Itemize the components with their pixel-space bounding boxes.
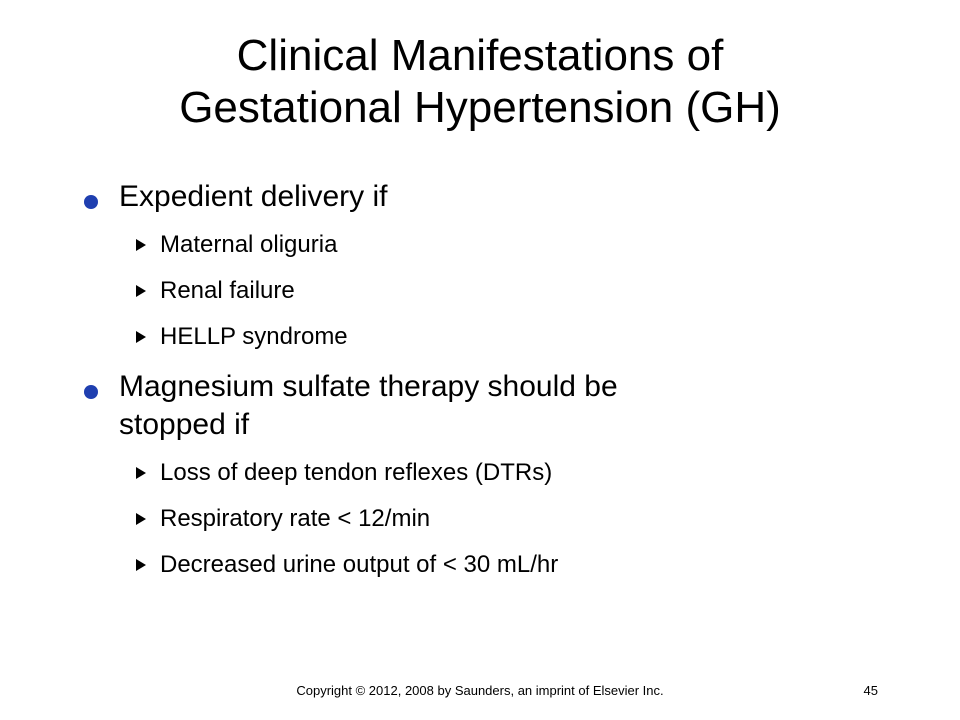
sub-item-text: Respiratory rate < 12/min (160, 505, 431, 532)
sub-item-text: Renal failure (160, 277, 295, 304)
bullet-magnesium-sulfate (82, 368, 902, 444)
sub-item (136, 458, 902, 488)
sub-list-magnesium-sulfate (82, 458, 902, 580)
slide-title (0, 30, 960, 134)
bullet-dot-icon (84, 195, 98, 209)
sub-item-text: HELLP syndrome (160, 323, 348, 350)
sub-item (136, 322, 902, 352)
arrow-bullet-icon (136, 559, 146, 571)
bullet-expedient-delivery (82, 178, 902, 216)
bullet-dot-icon (84, 385, 98, 399)
sub-item-text: Decreased urine output of < 30 mL/hr (160, 551, 559, 578)
sub-item-text: Maternal oliguria (160, 231, 338, 258)
bullet-heading: Expedient delivery if (119, 180, 388, 213)
sub-item (136, 504, 902, 534)
page-number: 45 (863, 683, 878, 698)
sub-item (136, 550, 902, 580)
sub-item (136, 276, 902, 306)
slide-title-line-2: Gestational Hypertension (GH) (179, 83, 781, 132)
copyright-footer: Copyright © 2012, 2008 by Saunders, an imprint of Elsevier Inc. (296, 683, 664, 698)
slide-title-line-1: Clinical Manifestations of (236, 31, 724, 80)
arrow-bullet-icon (136, 239, 146, 251)
arrow-bullet-icon (136, 285, 146, 297)
sub-item (136, 230, 902, 260)
slide-content (82, 178, 902, 596)
sub-item-text: Loss of deep tendon reflexes (DTRs) (160, 459, 553, 486)
bullet-heading-line-1: Magnesium sulfate therapy should be (119, 370, 618, 403)
arrow-bullet-icon (136, 513, 146, 525)
bullet-heading-line-2: stopped if (119, 408, 250, 441)
sub-list-expedient-delivery (82, 230, 902, 352)
arrow-bullet-icon (136, 467, 146, 479)
arrow-bullet-icon (136, 331, 146, 343)
